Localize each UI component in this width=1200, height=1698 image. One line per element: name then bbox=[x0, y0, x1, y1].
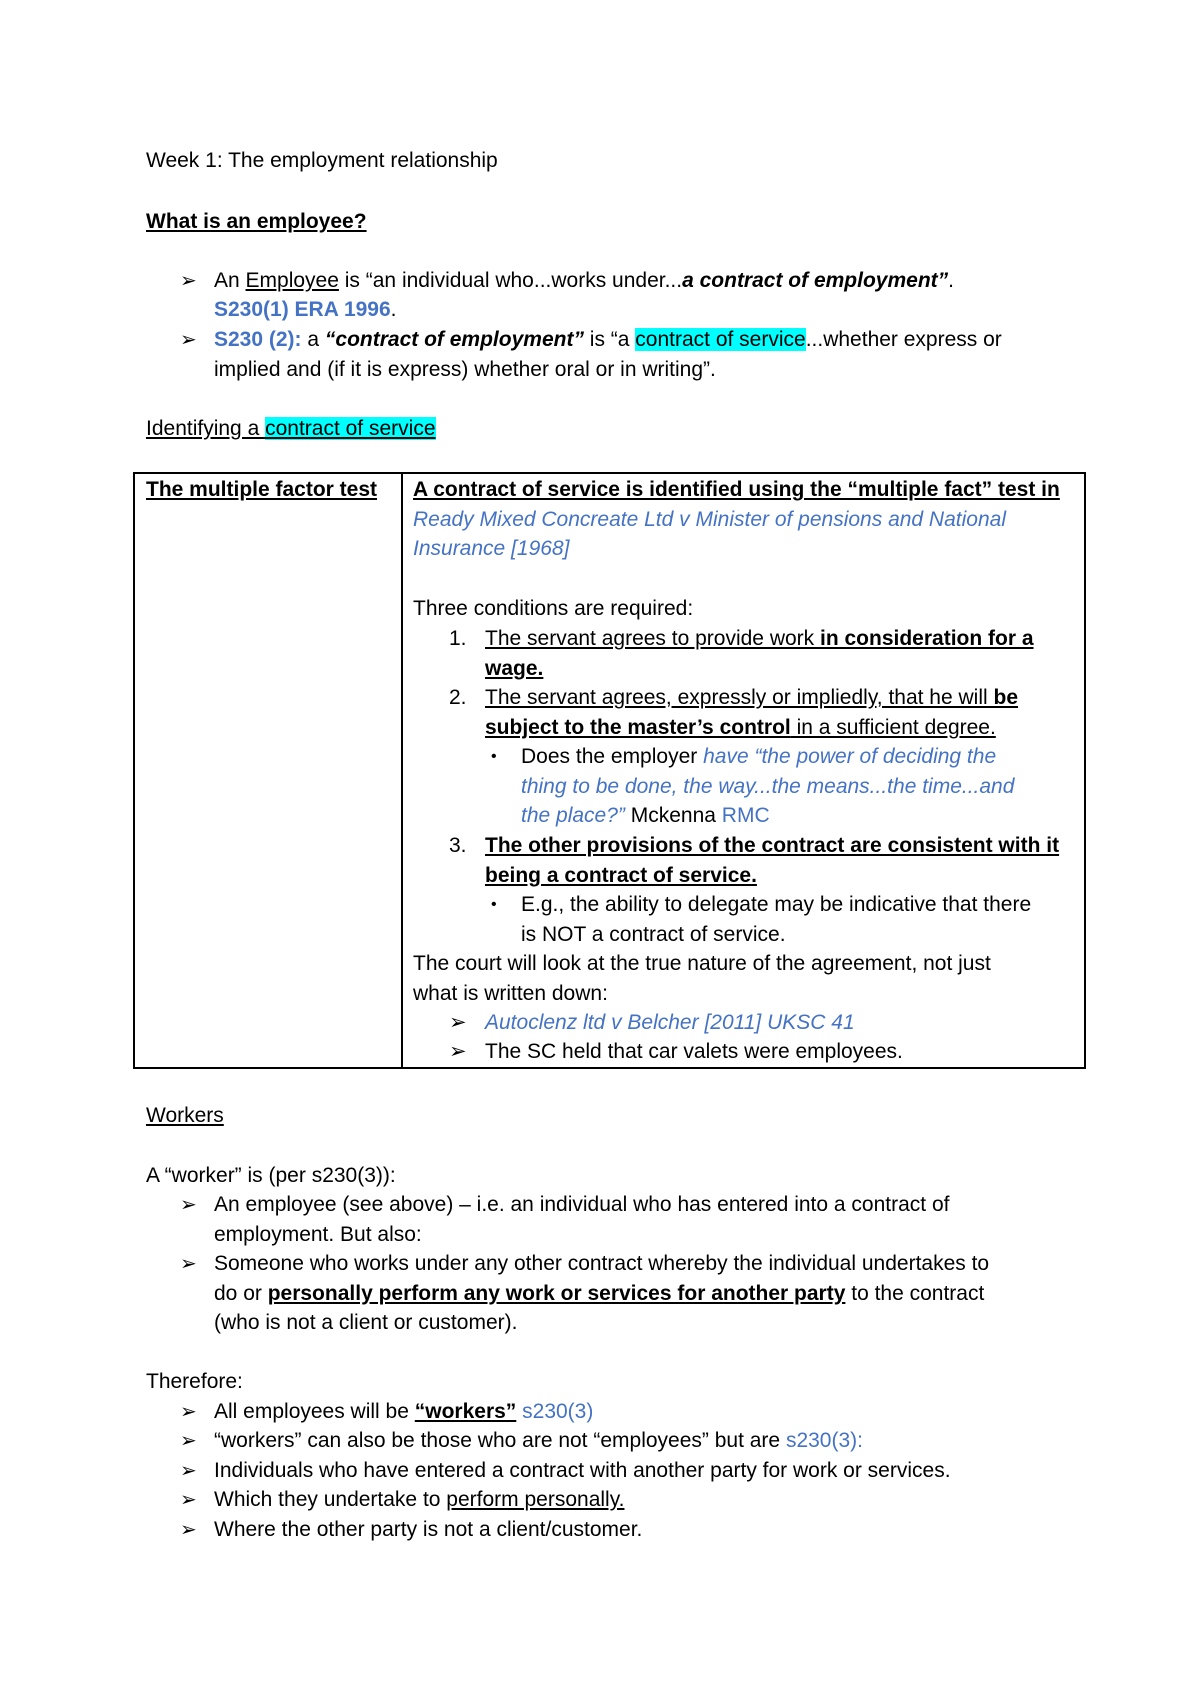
conditions-intro: Three conditions are required: bbox=[413, 597, 694, 620]
condition-2-line2: subject to the master’s control in a sufficient degree. bbox=[485, 716, 996, 739]
bullet-employee-definition: ➢ An Employee is “an individual who...works under...a contract of employment”. bbox=[180, 266, 954, 296]
arrow-bullet-icon: ➢ bbox=[180, 1401, 197, 1423]
condition-3-sub-line2: is NOT a contract of service. bbox=[521, 923, 786, 946]
table-right-cell bbox=[402, 473, 1085, 1068]
arrow-bullet-icon: ➢ bbox=[180, 270, 197, 292]
arrow-bullet-icon: ➢ bbox=[449, 1011, 467, 1034]
section-heading-identifying: Identifying a contract of service bbox=[146, 417, 436, 440]
court-nature-line1: The court will look at the true nature of the agreement, not just bbox=[413, 952, 991, 975]
bullet-contract-definition-cont: implied and (if it is express) whether oral or in writing”. bbox=[214, 358, 716, 381]
worker-bullet-1-cont: employment. But also: bbox=[214, 1223, 422, 1246]
condition-1-line1: The servant agrees to provide work in consideration for a bbox=[485, 627, 1034, 650]
therefore-bullet-1: ➢ All employees will be “workers” s230(3) bbox=[180, 1397, 593, 1427]
therefore-bullet-3: ➢ Individuals who have entered a contract with another party for work or services. bbox=[180, 1456, 951, 1486]
document-title: Week 1: The employment relationship bbox=[146, 149, 498, 172]
worker-bullet-2-cont2: (who is not a client or customer). bbox=[214, 1311, 518, 1334]
worker-bullet-2-cont: do or personally perform any work or services for another party to the contract bbox=[214, 1282, 985, 1305]
citation-s230-1: S230(1) ERA 1996. bbox=[214, 298, 397, 321]
condition-3-line1: The other provisions of the contract are consistent with it bbox=[485, 834, 1060, 857]
condition-3-line2: being a contract of service. bbox=[485, 864, 757, 887]
arrow-bullet-icon: ➢ bbox=[180, 1519, 197, 1541]
therefore-bullet-5: ➢ Where the other party is not a client/customer. bbox=[180, 1515, 642, 1545]
table-left-header: The multiple factor test bbox=[146, 478, 378, 501]
condition-3-sub-line1: E.g., the ability to delegate may be indicative that there bbox=[521, 893, 1032, 916]
table-right-header: A contract of service is identified using the “multiple fact” test in bbox=[413, 478, 1060, 501]
worker-bullet-1: ➢ An employee (see above) – i.e. an individual who has entered into a contract of bbox=[180, 1190, 949, 1220]
dot-bullet-icon: • bbox=[491, 748, 497, 765]
therefore-label: Therefore: bbox=[146, 1370, 243, 1393]
condition-2-sub-line2: thing to be done, the way...the means...the time...and bbox=[521, 775, 1015, 798]
condition-number: 2. bbox=[449, 686, 467, 709]
dot-bullet-icon: • bbox=[491, 896, 497, 913]
arrow-bullet-icon: ➢ bbox=[180, 1430, 197, 1452]
highlighted-term: contract of service bbox=[635, 328, 806, 351]
case-autoclenz: Autoclenz ltd v Belcher [2011] UKSC 41 bbox=[485, 1011, 855, 1034]
therefore-bullet-2: ➢ “workers” can also be those who are not “employees” but are s230(3): bbox=[180, 1426, 863, 1456]
condition-number: 1. bbox=[449, 627, 467, 650]
condition-2-sub-line3: the place?” Mckenna RMC bbox=[521, 804, 770, 827]
court-nature-line2: what is written down: bbox=[413, 982, 608, 1005]
arrow-bullet-icon: ➢ bbox=[180, 1460, 197, 1482]
case-autoclenz-held: The SC held that car valets were employees. bbox=[485, 1040, 903, 1063]
arrow-bullet-icon: ➢ bbox=[180, 1489, 197, 1511]
section-heading-workers: Workers bbox=[146, 1104, 224, 1127]
case-ready-mixed-l2: Insurance [1968] bbox=[413, 537, 570, 560]
arrow-bullet-icon: ➢ bbox=[180, 1253, 197, 1275]
arrow-bullet-icon: ➢ bbox=[180, 329, 197, 351]
arrow-bullet-icon: ➢ bbox=[180, 1194, 197, 1216]
workers-intro: A “worker” is (per s230(3)): bbox=[146, 1164, 396, 1187]
table-left-cell bbox=[134, 473, 402, 1068]
worker-bullet-2: ➢ Someone who works under any other contract whereby the individual undertakes to bbox=[180, 1249, 989, 1279]
bullet-contract-definition: ➢ S230 (2): a “contract of employment” is “a contract of service...whether express or bbox=[180, 325, 1002, 355]
highlighted-term: contract of service bbox=[265, 417, 436, 440]
condition-1-line2: wage. bbox=[485, 657, 544, 680]
multiple-factor-table bbox=[133, 472, 1086, 1069]
condition-2-line1: The servant agrees, expressly or impliedly, that he will be bbox=[485, 686, 1019, 709]
section-heading-employee: What is an employee? bbox=[146, 210, 367, 233]
condition-2-sub-line1: Does the employer have “the power of deciding the bbox=[521, 745, 997, 768]
condition-number: 3. bbox=[449, 834, 467, 857]
arrow-bullet-icon: ➢ bbox=[449, 1040, 467, 1063]
therefore-bullet-4: ➢ Which they undertake to perform personally. bbox=[180, 1485, 624, 1515]
case-ready-mixed-l1: Ready Mixed Concreate Ltd v Minister of pensions and National bbox=[413, 508, 1006, 531]
